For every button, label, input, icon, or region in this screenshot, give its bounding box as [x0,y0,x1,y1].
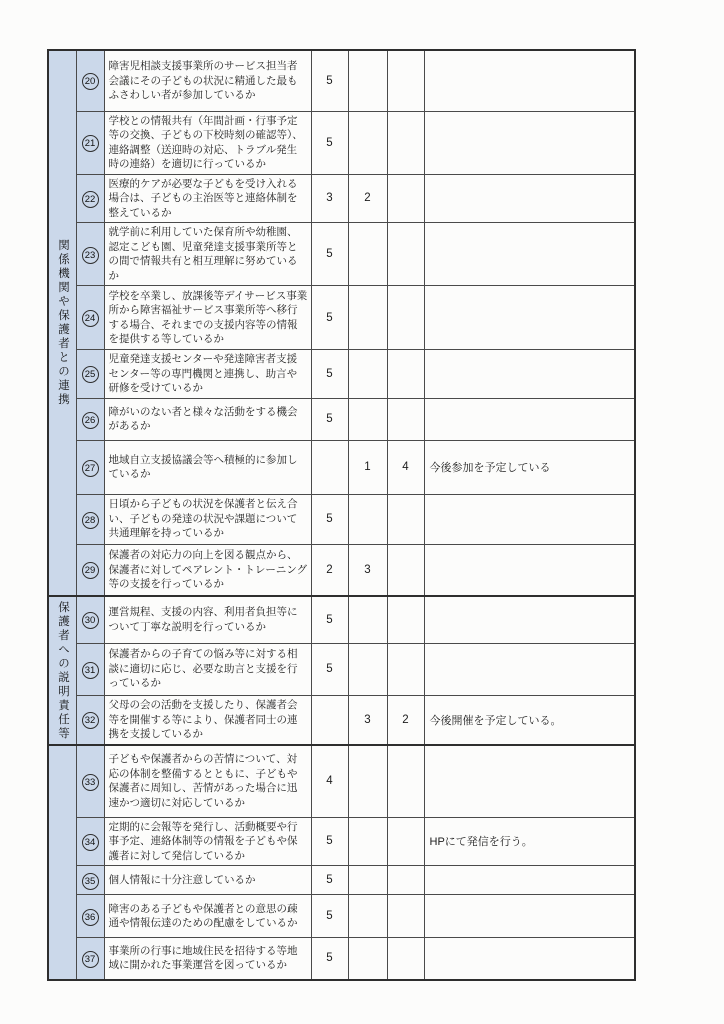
evaluation-table [47,49,636,981]
item-number-cell [76,50,104,111]
table-row [48,398,635,440]
comment-cell [424,938,635,980]
item-number-cell [76,895,104,938]
category-label: 関係機関や保護者との連携 [57,239,69,407]
score-col2-cell [348,643,387,695]
category-cell [48,50,76,596]
score-col3-cell: 2 [387,695,424,745]
comment-cell [424,350,635,399]
table-row [48,643,635,695]
question-text: 児童発達支援センターや発達障害者支援センター等の専門機関と連携し、助言や研修を受けているか [104,350,311,399]
score-col1-cell: 5 [311,50,348,111]
item-number-cell [76,745,104,817]
circled-item-number: 28 [82,512,99,529]
circled-item-number: 35 [82,873,99,890]
score-col1-cell: 5 [311,111,348,174]
score-col2-cell [348,494,387,544]
score-col3-cell [387,350,424,399]
item-number-cell [76,174,104,223]
score-col3-cell [387,174,424,223]
table-row [48,745,635,817]
score-col2-cell: 2 [348,174,387,223]
item-number-cell [76,350,104,399]
table-row [48,866,635,895]
circled-item-number: 24 [82,310,99,327]
score-col1-cell: 3 [311,174,348,223]
comment-cell [424,398,635,440]
question-text: 日頃から子どもの状況を保護者と伝え合い、子どもの発達の状況や課題について共通理解を持っているか [104,494,311,544]
table-row [48,544,635,596]
score-col1-cell: 5 [311,223,348,286]
comment-cell [424,643,635,695]
item-number-cell [76,544,104,596]
comment-cell [424,223,635,286]
score-col1-cell: 2 [311,544,348,596]
circled-item-number: 21 [82,135,99,152]
comment-cell [424,174,635,223]
question-text: 保護者の対応力の向上を図る観点から、保護者に対してペアレント・トレーニング等の支援を行っているか [104,544,311,596]
score-col1-cell: 5 [311,938,348,980]
question-text: 父母の会の活動を支援したり、保護者会等を開催する等により、保護者同士の連携を支援しているか [104,695,311,745]
score-col2-cell [348,350,387,399]
score-col3-cell [387,544,424,596]
score-col2-cell [348,817,387,866]
item-number-cell [76,494,104,544]
circled-item-number: 32 [82,712,99,729]
score-col3-cell [387,398,424,440]
score-col2-cell: 3 [348,544,387,596]
question-text: 保護者からの子育ての悩み等に対する相談に適切に応じ、必要な助言と支援を行っているか [104,643,311,695]
score-col2-cell [348,895,387,938]
score-col1-cell: 5 [311,643,348,695]
comment-cell: 今後参加を予定している [424,440,635,494]
table-row [48,695,635,745]
table-row [48,111,635,174]
score-col1-cell: 4 [311,745,348,817]
question-text: 事業所の行事に地域住民を招待する等地域に開かれた事業運営を図っているか [104,938,311,980]
item-number-cell [76,596,104,643]
table-row [48,50,635,111]
table-row [48,286,635,350]
item-number-cell [76,817,104,866]
circled-item-number: 37 [82,951,99,968]
question-text: 医療的ケアが必要な子どもを受け入れる場合は、子どもの主治医等と連絡体制を整えているか [104,174,311,223]
comment-cell [424,494,635,544]
score-col1-cell: 5 [311,596,348,643]
item-number-cell [76,286,104,350]
comment-cell [424,895,635,938]
table-row [48,817,635,866]
score-col2-cell: 3 [348,695,387,745]
evaluation-sheet [47,49,636,981]
score-col1-cell [311,440,348,494]
score-col2-cell [348,866,387,895]
score-col3-cell [387,938,424,980]
circled-item-number: 22 [82,191,99,208]
circled-item-number: 25 [82,366,99,383]
table-row [48,494,635,544]
circled-item-number: 33 [82,774,99,791]
table-row [48,938,635,980]
item-number-cell [76,223,104,286]
comment-cell [424,745,635,817]
question-text: 障害のある子どもや保護者との意思の疎通や情報伝達のための配慮をしているか [104,895,311,938]
item-number-cell [76,440,104,494]
score-col1-cell: 5 [311,286,348,350]
score-col3-cell [387,596,424,643]
score-col3-cell [387,745,424,817]
circled-item-number: 23 [82,247,99,264]
question-text: 定期的に会報等を発行し、活動概要や行事予定、連絡体制等の情報を子どもや保護者に対して発信しているか [104,817,311,866]
question-text: 地域自立支援協議会等へ積極的に参加しているか [104,440,311,494]
score-col2-cell [348,50,387,111]
score-col1-cell: 5 [311,817,348,866]
item-number-cell [76,866,104,895]
comment-cell [424,286,635,350]
score-col1-cell: 5 [311,895,348,938]
circled-item-number: 27 [82,460,99,477]
question-text: 子どもや保護者からの苦情について、対応の体制を整備するとともに、子どもや保護者に周知し、苦情があった場合に迅速かつ適切に対応しているか [104,745,311,817]
table-row [48,596,635,643]
category-cell [48,745,76,980]
score-col2-cell [348,745,387,817]
circled-item-number: 26 [82,412,99,429]
score-col3-cell [387,286,424,350]
score-col2-cell [348,111,387,174]
score-col1-cell: 5 [311,350,348,399]
question-text: 就学前に利用していた保育所や幼稚園、認定こども園、児童発達支援事業所等との間で情報共有と相互理解に努めているか [104,223,311,286]
score-col2-cell [348,596,387,643]
item-number-cell [76,938,104,980]
question-text: 運営規程、支援の内容、利用者負担等について丁寧な説明を行っているか [104,596,311,643]
score-col1-cell: 5 [311,494,348,544]
score-col3-cell [387,866,424,895]
circled-item-number: 20 [82,73,99,90]
score-col1-cell: 5 [311,866,348,895]
question-text: 障害児相談支援事業所のサービス担当者会議にその子どもの状況に精通した最もふさわしい者が参加しているか [104,50,311,111]
item-number-cell [76,695,104,745]
category-label: 保護者への説明責任等 [57,600,69,741]
score-col2-cell [348,223,387,286]
table-row [48,350,635,399]
comment-cell [424,50,635,111]
score-col1-cell: 5 [311,398,348,440]
question-text: 学校との情報共有（年間計画・行事予定等の交換、子どもの下校時刻の確認等）、連絡調整（送迎時の対応、トラブル発生時の連絡）を適切に行っているか [104,111,311,174]
comment-cell: 今後開催を予定している。 [424,695,635,745]
score-col3-cell: 4 [387,440,424,494]
question-text: 学校を卒業し、放課後等デイサービス事業所から障害福祉サービス事業所等へ移行する場合、それまでの支援内容等の情報を提供する等しているか [104,286,311,350]
score-col3-cell [387,817,424,866]
score-col3-cell [387,111,424,174]
circled-item-number: 29 [82,562,99,579]
comment-cell [424,866,635,895]
category-cell [48,596,76,745]
table-row [48,440,635,494]
score-col2-cell [348,398,387,440]
comment-cell [424,111,635,174]
score-col1-cell [311,695,348,745]
comment-cell [424,544,635,596]
item-number-cell [76,398,104,440]
question-text: 個人情報に十分注意しているか [104,866,311,895]
score-col2-cell [348,938,387,980]
table-row [48,895,635,938]
comment-cell [424,596,635,643]
score-col3-cell [387,50,424,111]
item-number-cell [76,111,104,174]
circled-item-number: 36 [82,909,99,926]
score-col3-cell [387,895,424,938]
table-row [48,223,635,286]
table-row [48,174,635,223]
score-col3-cell [387,494,424,544]
item-number-cell [76,643,104,695]
question-text: 障がいのない者と様々な活動をする機会があるか [104,398,311,440]
circled-item-number: 30 [82,612,99,629]
score-col2-cell: 1 [348,440,387,494]
circled-item-number: 31 [82,662,99,679]
score-col2-cell [348,286,387,350]
comment-cell: HPにて発信を行う。 [424,817,635,866]
score-col3-cell [387,643,424,695]
circled-item-number: 34 [82,834,99,851]
score-col3-cell [387,223,424,286]
